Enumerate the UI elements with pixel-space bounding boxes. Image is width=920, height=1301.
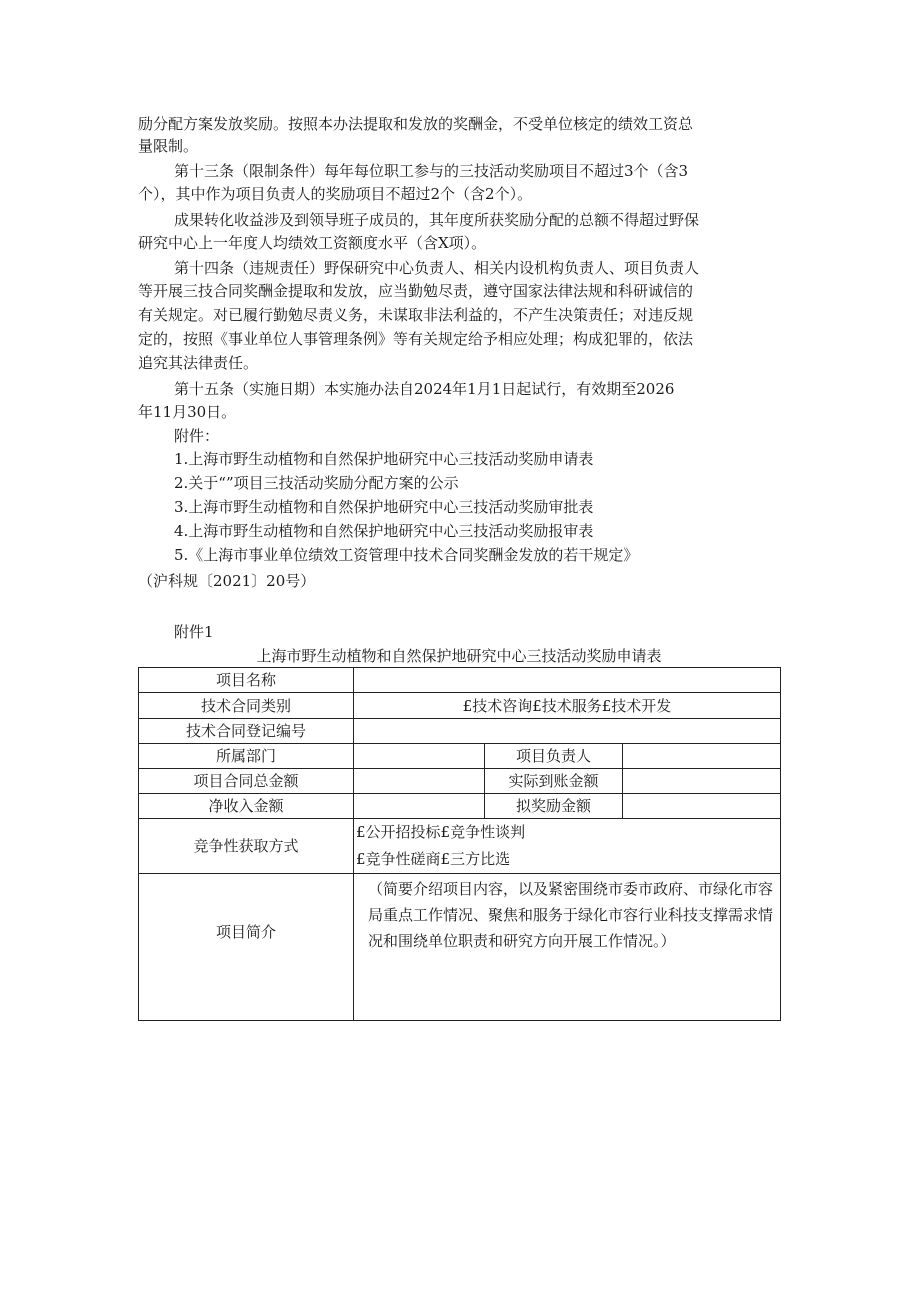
summary-label: 项目简介 — [139, 874, 354, 1021]
article-13: 第十三条（限制条件）每年每位职工参与的三技活动奖励项目不超过3个（含3 — [174, 162, 689, 180]
table-row — [139, 819, 781, 874]
total-amount-field[interactable] — [354, 769, 485, 794]
project-leader-label: 项目负责人 — [485, 744, 623, 769]
attachment-item: 1.上海市野生动植物和自然保护地研究中心三技活动奖励申请表 — [174, 450, 594, 468]
project-leader-field[interactable] — [623, 744, 781, 769]
department-label: 所属部门 — [139, 744, 354, 769]
table-row — [139, 668, 781, 693]
paragraph-line: 成果转化收益涉及到领导班子成员的，其年度所获奖励分配的总额不得超过野保 — [174, 211, 700, 229]
proposed-reward-field[interactable] — [623, 794, 781, 819]
paragraph-line: 等开展三技合同奖酬金提取和发放，应当勤勉尽责，遵守国家法律法规和科研诚信的 — [138, 282, 694, 300]
attachments-heading: 附件： — [174, 427, 220, 445]
registration-no-label: 技术合同登记编号 — [139, 719, 354, 744]
attachment-label: 附件1 — [174, 623, 214, 641]
table-row — [139, 719, 781, 744]
proposed-reward-label: 拟奖励金额 — [485, 794, 623, 819]
received-amount-label: 实际到账金额 — [485, 769, 623, 794]
paragraph-line: （沪科规〔2021〕20号） — [138, 572, 316, 590]
contract-type-options[interactable]: £技术咨询£技术服务£技术开发 — [354, 693, 781, 719]
summary-field[interactable]: （简要介绍项目内容，以及紧密围绕市委市政府、市绿化市容局重点工作情况、聚焦和服务于绿化市容行业科技支撑需求情况和围绕单位职责和研究方向开展工作情况。） — [354, 874, 781, 1021]
table-row — [139, 769, 781, 794]
net-income-field[interactable] — [354, 794, 485, 819]
acquisition-option-line[interactable]: £公开招投标£竞争性谈判 — [356, 823, 526, 841]
form-title: 上海市野生动植物和自然保护地研究中心三技活动奖励申请表 — [256, 647, 662, 665]
attachment-item: 5.《上海市事业单位绩效工资管理中技术合同奖酬金发放的若干规定》 — [174, 546, 639, 564]
received-amount-field[interactable] — [623, 769, 781, 794]
contract-type-label: 技术合同类别 — [139, 693, 354, 719]
paragraph-line: 个），其中作为项目负责人的奖励项目不超过2个（含2个）。 — [138, 185, 533, 203]
attachment-item: 3.上海市野生动植物和自然保护地研究中心三技活动奖励审批表 — [174, 498, 594, 516]
acquisition-label: 竞争性获取方式 — [139, 819, 354, 874]
table-row — [139, 874, 781, 1021]
paragraph-line: 追究其法律责任。 — [138, 354, 259, 372]
paragraph-line: 年11月30日。 — [138, 403, 237, 421]
registration-no-field[interactable] — [354, 719, 781, 744]
paragraph-line: 定的，按照《事业单位人事管理条例》等有关规定给予相应处理；构成犯罪的，依法 — [138, 330, 694, 348]
article-14: 第十四条（违规责任）野保研究中心负责人、相关内设机构负责人、项目负责人 — [174, 259, 700, 277]
paragraph-line: 量限制。 — [138, 137, 199, 155]
project-name-label: 项目名称 — [139, 668, 354, 693]
department-field[interactable] — [354, 744, 485, 769]
attachment-item: 4.上海市野生动植物和自然保护地研究中心三技活动奖励报审表 — [174, 522, 594, 540]
paragraph-line: 有关规定。对已履行勤勉尽责义务，未谋取非法利益的，不产生决策责任；对违反规 — [138, 306, 694, 324]
paragraph-line: 励分配方案发放奖励。按照本办法提取和发放的奖酬金，不受单位核定的绩效工资总 — [138, 115, 694, 133]
table-row — [139, 744, 781, 769]
net-income-label: 净收入金额 — [139, 794, 354, 819]
paragraph-line: 研究中心上一年度人均绩效工资额度水平（含X项）。 — [138, 234, 487, 252]
acquisition-option-line[interactable]: £竞争性磋商£三方比选 — [356, 850, 511, 868]
total-amount-label: 项目合同总金额 — [139, 769, 354, 794]
project-name-field[interactable] — [354, 668, 781, 693]
attachment-item: 2.关于“”项目三技活动奖励分配方案的公示 — [174, 474, 459, 492]
table-row — [139, 693, 781, 719]
article-15: 第十五条（实施日期）本实施办法自2024年1月1日起试行，有效期至2026 — [174, 380, 675, 398]
acquisition-options[interactable] — [354, 819, 781, 874]
table-row — [139, 794, 781, 819]
application-form-table — [138, 667, 781, 1021]
